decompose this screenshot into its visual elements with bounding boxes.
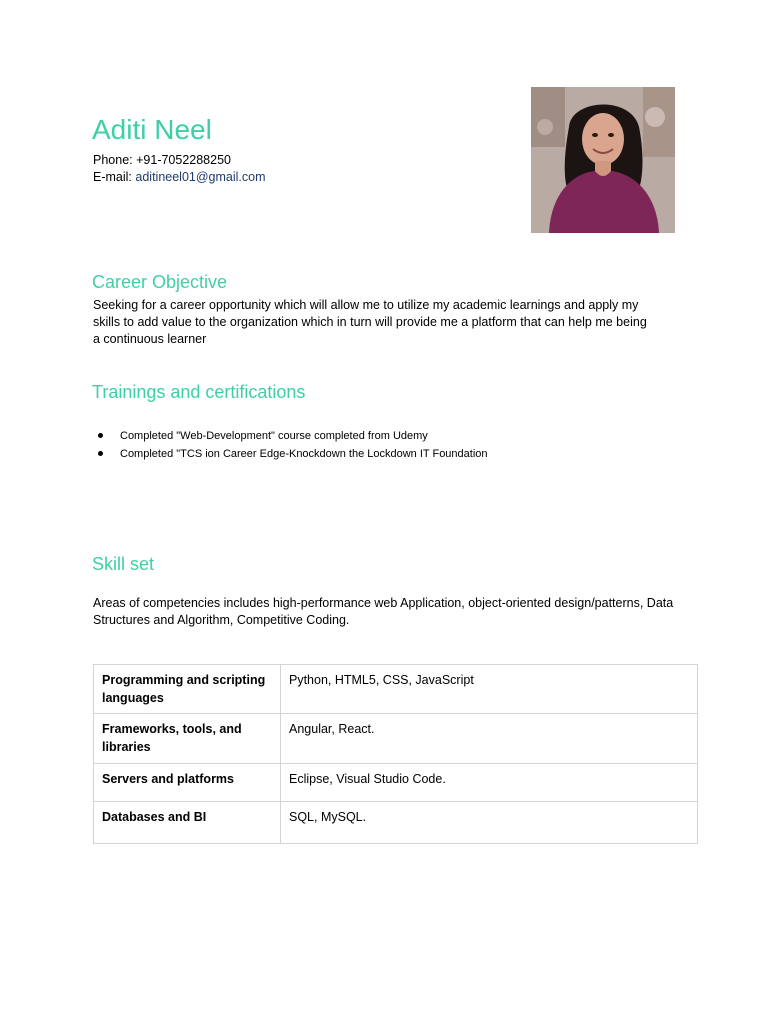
list-item <box>98 445 488 463</box>
bullet-icon <box>98 433 103 438</box>
email-label: E-mail: <box>93 170 132 184</box>
career-objective-text: Seeking for a career opportunity which will allow me to utilize my academic learnings and apply my skills to add value to the organization which in turn will provide me a platform that can help me being a continuous learner <box>93 298 647 346</box>
skill-value: Angular, React. <box>281 714 698 764</box>
table-row <box>94 764 698 802</box>
skill-category: Servers and platforms <box>94 764 281 802</box>
trainings-heading: Trainings and certifications <box>92 382 306 402</box>
skills-table <box>93 664 698 844</box>
skill-value: SQL, MySQL. <box>281 802 698 844</box>
skill-category: Databases and BI <box>94 802 281 844</box>
profile-photo <box>531 87 675 233</box>
phone-line <box>93 152 231 168</box>
career-objective-heading: Career Objective <box>92 272 228 292</box>
phone-label: Phone: <box>93 153 133 167</box>
skill-category: Frameworks, tools, and libraries <box>94 714 281 764</box>
email-link[interactable]: aditineel01@gmail.com <box>135 170 266 184</box>
email-line <box>93 169 266 185</box>
phone-value: +91-7052288250 <box>136 153 231 167</box>
candidate-name: Aditi Neel <box>92 114 212 145</box>
skill-value: Eclipse, Visual Studio Code. <box>281 764 698 802</box>
trainings-list <box>98 427 488 463</box>
training-item-text: Completed "Web-Development" course completed from Udemy <box>120 430 428 442</box>
list-item <box>98 427 488 445</box>
training-item-text: Completed "TCS ion Career Edge-Knockdown the Lockdown IT Foundation <box>120 448 488 460</box>
skill-value: Python, HTML5, CSS, JavaScript <box>281 665 698 714</box>
skill-set-intro: Areas of competencies includes high-performance web Application, object-oriented design/patterns, Data Structures and Algorithm, Competitive Coding. <box>93 596 674 627</box>
table-row <box>94 802 698 844</box>
table-row <box>94 714 698 764</box>
bullet-icon <box>98 451 103 456</box>
table-row <box>94 665 698 714</box>
skill-set-heading: Skill set <box>92 554 155 574</box>
skill-category: Programming and scripting languages <box>94 665 281 714</box>
